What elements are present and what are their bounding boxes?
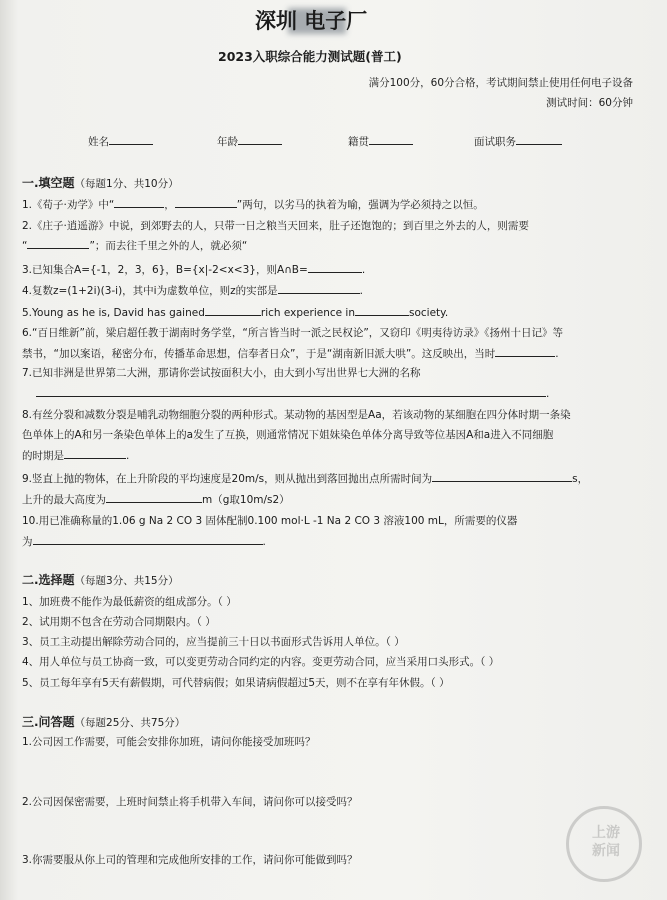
section-true-false: 二.选择题（每题3分、共15分） (22, 573, 179, 587)
question-2-cont: “ ”；而去往千里之外的人，就必须“ (22, 240, 248, 252)
tf-question-4: 4、用人单位与员工协商一致，可以变更劳动合同约定的内容。变更劳动合同，应当采用口头形式。（ ） (22, 656, 500, 668)
age-field: 年龄 (217, 134, 282, 149)
position-field: 面试职务 (474, 134, 562, 149)
section-qa: 三.问答题（每题25分、共75分） (22, 715, 186, 729)
question-8-cont: 色单体上的A和另一条染色单体上的a发生了互换，则通常情况下姐妹染色单体分离导致等位基因A和a进入不同细胞 (22, 429, 554, 441)
name-field: 姓名 (88, 134, 153, 149)
question-10: 10.用已准确称量的1.06 g Na 2 CO 3 固体配制0.100 mol·L -1 Na 2 CO 3 溶液100 mL，所需要的仪器 (22, 515, 518, 527)
qa-question-3: 3.你需要服从你上司的管理和完成他所安排的工作，请问你可能做到吗？ (22, 854, 358, 866)
question-3: 3.已知集合A={-1，2，3，6}，B={x|-2<x<3}，则A∩B= . (22, 264, 366, 276)
question-7-blank: . (36, 386, 549, 401)
question-2: 2.《庄子·逍遥游》中说，到郊野去的人，只带一日之粮当天回来，肚子还饱饱的；到百里之外去的人，则需要 (22, 220, 529, 232)
tf-question-5: 5、员工每年享有5天有薪假期，可代替病假；如果请病假超过5天，则不在享有年休假。（ ） (22, 677, 450, 689)
company-name: 深圳 电子厂 (255, 8, 368, 33)
question-8: 8.有丝分裂和减数分裂是哺乳动物细胞分裂的两种形式。某动物的基因型是Aa，若该动物的某细胞在四分体时期一条染 (22, 409, 571, 421)
question-5: 5.Young as he is, David has gained rich experience in society. (22, 307, 449, 319)
tf-question-2: 2、试用期不包含在劳动合同期限内。（ ） (22, 616, 216, 628)
question-1: 1.《荀子·劝学》中“ ， ”两句，以劣马的执着为喻，强调为学必须持之以恒。 (22, 199, 484, 211)
question-7: 7.已知非洲是世界第二大洲，那请你尝试按面积大小，由大到小写出世界七大洲的名称 (22, 367, 421, 379)
qa-question-1: 1.公司因工作需要，可能会安排你加班，请问你能接受加班吗？ (22, 736, 316, 748)
exam-rules: 满分100分，60分合格，考试期间禁止使用任何电子设备 (368, 77, 633, 89)
native-place-field: 籍贯 (348, 134, 413, 149)
qa-question-2: 2.公司因保密需要，上班时间禁止将手机带入车间，请问你可以接受吗？ (22, 796, 358, 808)
section-fill-blank: 一.填空题（每题1分、共10分） (22, 176, 179, 190)
tf-question-1: 1、加班费不能作为最低薪资的组成部分。（ ） (22, 596, 237, 608)
question-9-cont: 上升的最大高度为 m（g取10m/s2） (22, 494, 290, 506)
exam-time: 测试时间：60分钟 (546, 97, 633, 109)
tf-question-3: 3、员工主动提出解除劳动合同的，应当提前三十日以书面形式告诉用人单位。（ ） (22, 636, 405, 648)
question-6-cont: 禁书，“加以案语，秘密分布，传播革命思想，信奉者日众”，于是“湖南新旧派大哄”。这反映出，当时 . (22, 348, 559, 360)
question-9: 9.竖直上抛的物体，在上升阶段的平均速度是20m/s，则从抛出到落回抛出点所需时间为 s， (22, 473, 589, 485)
exam-title: 2023入职综合能力测试题(普工) (218, 49, 402, 64)
question-4: 4.复数z=(1+2i)(3-i)，其中i为虚数单位，则z的实部是 . (22, 285, 363, 297)
question-8-cont2: 的时期是 . (22, 450, 130, 462)
news-watermark-logo: 上游 新闻 (566, 806, 642, 882)
question-6: 6.“百日维新”前，梁启超任教于湖南时务学堂，“所言皆当时一派之民权论”，又窃印《明夷待访录》《扬州十日记》等 (22, 327, 564, 339)
question-10-blank: 为 . (22, 536, 266, 548)
